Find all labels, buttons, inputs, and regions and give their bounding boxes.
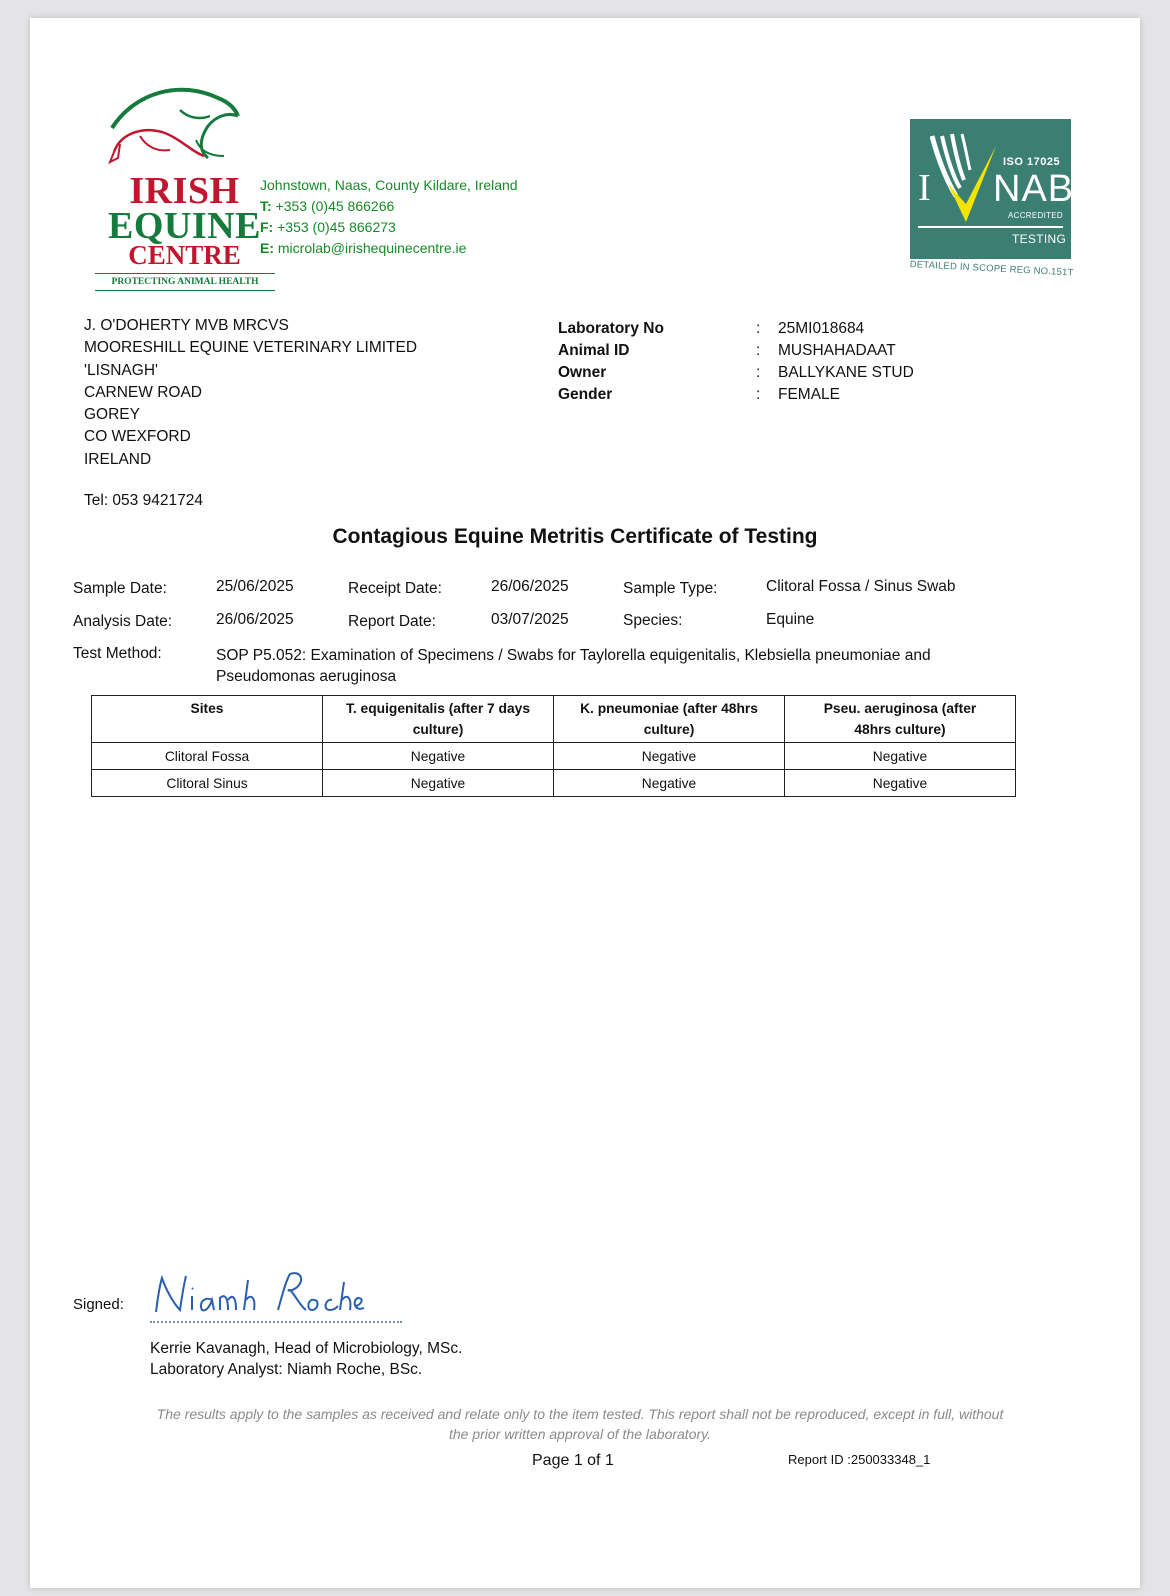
species-label: Species: (623, 612, 683, 629)
receipt-date-value: 26/06/2025 (491, 578, 569, 595)
horse-logo-icon (100, 80, 250, 175)
info-value: FEMALE (778, 386, 841, 403)
certificate-page (30, 18, 1140, 1588)
info-row (558, 340, 914, 362)
sample-date-label: Sample Date: (73, 580, 167, 597)
results-table (91, 695, 1016, 797)
table-cell: Negative (785, 743, 1016, 770)
report-date-label: Report Date: (348, 613, 436, 630)
info-label: Owner (558, 364, 607, 381)
test-method-value (216, 645, 931, 687)
address-line: CO WEXFORD (84, 428, 191, 446)
info-label: Animal ID (558, 342, 630, 359)
inab-testing: TESTING (1012, 232, 1067, 246)
signatories (150, 1338, 462, 1380)
disclaimer-line: The results apply to the samples as received and relate only to the item tested. This report shall not be reproduced, except in full, without (156, 1406, 1004, 1422)
info-row (558, 384, 914, 406)
signed-label: Signed: (73, 1296, 124, 1313)
address-line: MOORESHILL EQUINE VETERINARY LIMITED (84, 339, 418, 357)
table-cell: Negative (323, 743, 554, 770)
signature-line (150, 1321, 402, 1323)
table-cell: Clitoral Fossa (92, 743, 323, 770)
info-value: BALLYKANE STUD (778, 364, 914, 381)
address-line: J. O'DOHERTY MVB MRCVS (84, 317, 289, 334)
column-header: T. equigenitalis (after 7 days culture) (323, 696, 554, 743)
info-value: 25MI018684 (778, 320, 865, 337)
recipient-tel: Tel: 053 9421724 (84, 492, 203, 509)
table-row (92, 743, 1016, 770)
inab-iso-label: ISO 17025 (1003, 156, 1061, 168)
column-header: K. pneumoniae (after 48hrs culture) (554, 696, 785, 743)
info-row (558, 362, 914, 384)
inab-divider (918, 226, 1063, 228)
info-label: Gender (558, 386, 613, 403)
signatory-2: Laboratory Analyst: Niamh Roche, BSc. (150, 1361, 423, 1378)
address-line: 'LISNAGH' (84, 361, 158, 379)
disclaimer (120, 1404, 1040, 1444)
table-cell: Negative (554, 743, 785, 770)
sample-type-value: Clitoral Fossa / Sinus Swab (766, 578, 956, 595)
logo-tagline: PROTECTING ANIMAL HEALTH (95, 273, 275, 291)
table-row (92, 770, 1016, 797)
info-row (558, 318, 914, 340)
report-id: Report ID :250033348_1 (788, 1452, 931, 1467)
recipient-address (84, 315, 417, 471)
info-colon: : (756, 342, 761, 359)
logo-text-centre: CENTRE (128, 240, 241, 270)
address-line: IRELAND (84, 450, 152, 468)
inab-check-icon (930, 126, 1000, 226)
analysis-date-label: Analysis Date: (73, 613, 173, 630)
logo-text-irish: IRISH (129, 170, 240, 212)
sample-type-label: Sample Type: (623, 580, 718, 597)
inab-scope-text: DETAILED IN SCOPE REG NO.151T (909, 259, 1074, 279)
receipt-date-label: Receipt Date: (348, 580, 442, 597)
test-method-line: Pseudomonas aeruginosa (216, 668, 397, 685)
report-date-value: 03/07/2025 (491, 611, 569, 628)
inab-accredited: ACCREDITED (1008, 211, 1064, 220)
sample-date-value: 25/06/2025 (216, 578, 294, 595)
info-colon: : (756, 320, 761, 337)
test-method-label: Test Method: (73, 645, 162, 662)
lab-fax: F: +353 (0)45 866273 (260, 219, 396, 235)
info-colon: : (756, 364, 761, 381)
lab-address: Johnstown, Naas, County Kildare, Ireland (260, 177, 518, 193)
inab-nab-text: NAB (993, 168, 1075, 210)
info-label: Laboratory No (558, 320, 664, 337)
table-header-row (92, 696, 1016, 743)
handwritten-signature (150, 1266, 370, 1326)
lab-phone: T: +353 (0)45 866266 (260, 198, 395, 214)
analysis-date-value: 26/06/2025 (216, 611, 294, 628)
info-colon: : (756, 386, 761, 403)
address-line: CARNEW ROAD (84, 383, 202, 401)
column-header: Sites (92, 696, 323, 743)
table-cell: Negative (554, 770, 785, 797)
lab-email: E: microlab@irishequinecentre.ie (260, 240, 467, 256)
address-line: GOREY (84, 406, 140, 424)
animal-info (558, 318, 914, 406)
test-method-line: SOP P5.052: Examination of Specimens / Swabs for Taylorella equigenitalis, Klebsiella pneumoniae and (216, 647, 931, 664)
column-header: Pseu. aeruginosa (after 48hrs culture) (785, 696, 1016, 743)
species-value: Equine (766, 611, 815, 628)
certificate-title: Contagious Equine Metritis Certificate of Testing (332, 525, 818, 548)
table-cell: Negative (323, 770, 554, 797)
disclaimer-line: the prior written approval of the laboratory. (449, 1426, 711, 1442)
table-cell: Negative (785, 770, 1016, 797)
table-cell: Clitoral Sinus (92, 770, 323, 797)
signatory-1: Kerrie Kavanagh, Head of Microbiology, MSc. (150, 1340, 463, 1357)
inab-i-letter: I (918, 167, 931, 209)
page-number: Page 1 of 1 (532, 1452, 614, 1469)
info-value: MUSHAHADAAT (778, 342, 896, 359)
logo-text-equine: EQUINE (108, 205, 261, 247)
lab-contact (260, 175, 518, 259)
